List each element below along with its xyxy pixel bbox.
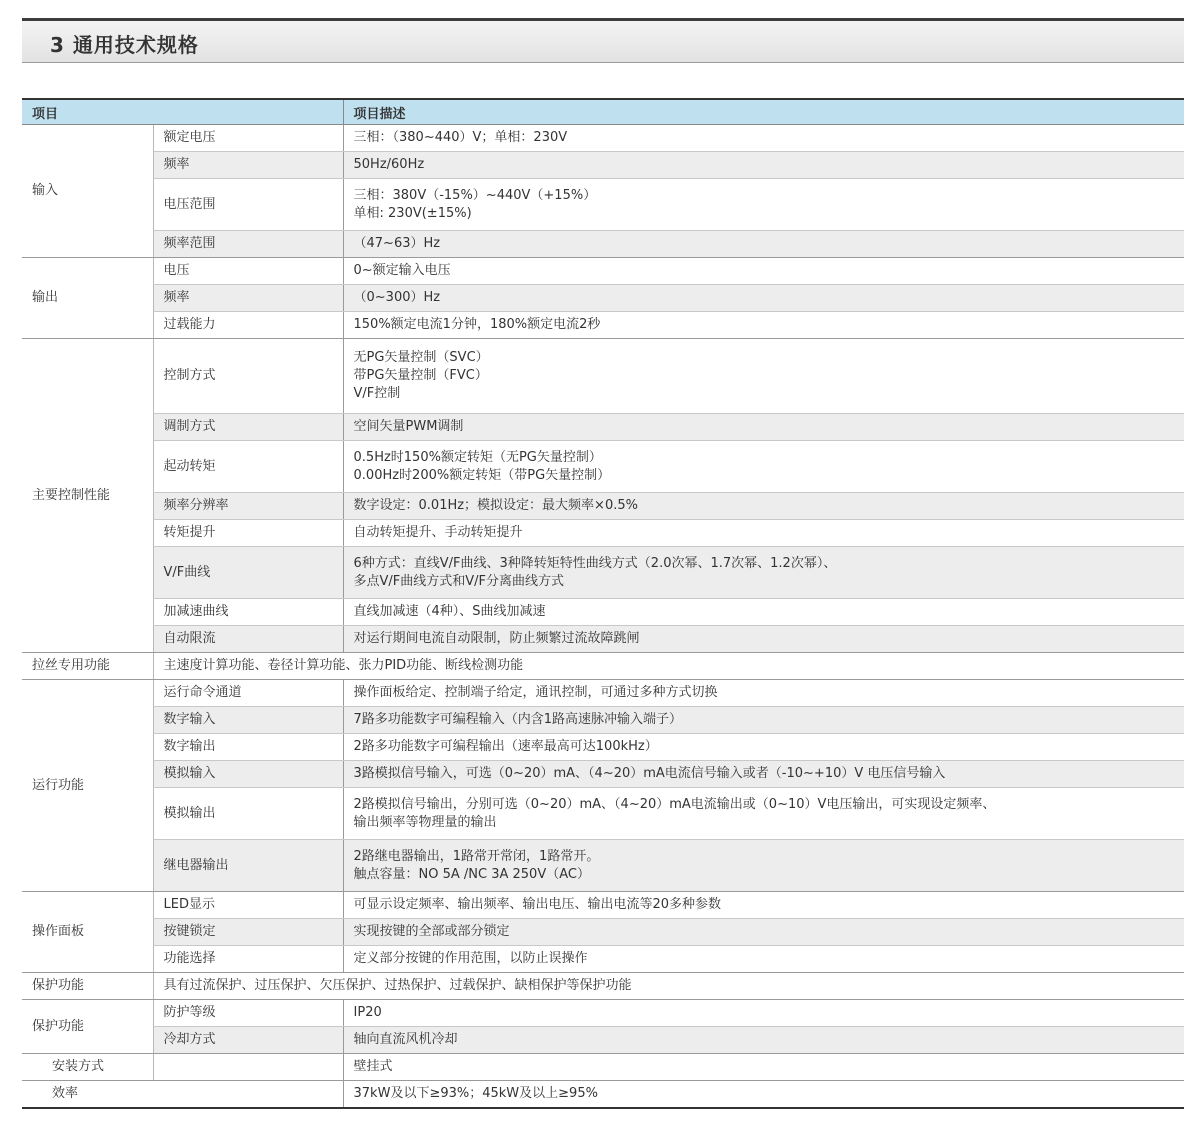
description-cell [343,231,1184,258]
table-row [22,680,1184,707]
description-line: 6种方式：直线V/F曲线、3种降转矩特性曲线方式（2.0次幂、1.7次幂、1.2次幂）、 [353,555,837,571]
table-row [22,231,1184,258]
description-cell [343,840,1184,892]
description-line: 7路多功能数字可编程输入（内含1路高速脉冲输入端子） [353,712,683,727]
description-line: 输出频率等物理量的输出 [353,814,497,830]
category-cell: 输出 [22,258,153,339]
table-row [22,414,1184,441]
category-cell: 输入 [22,125,153,258]
description-cell [343,152,1184,179]
description-line: 2路继电器输出，1路常开常闭，1路常开。 [353,848,600,864]
description-line: 0~额定输入电压 [353,263,451,278]
subitem-cell: 模拟输入 [153,761,343,788]
subitem-cell: 自动限流 [153,626,343,653]
description-line: 三相：380V（-15%）~440V（+15%） [353,187,597,203]
table-row [22,339,1184,414]
category-cell: 拉丝专用功能 [22,653,153,680]
table-row [22,599,1184,626]
table-row [22,312,1184,339]
table-row [22,653,1184,680]
table-row [22,761,1184,788]
subitem-cell: V/F曲线 [153,547,343,599]
description-line: 实现按键的全部或部分锁定 [353,924,510,939]
table-row [22,152,1184,179]
subitem-cell: 频率范围 [153,231,343,258]
description-line: 3路模拟信号输入，可选（0~20）mA、（4~20）mA电流信号输入或者（-10~+10）V 电压信号输入 [353,766,946,781]
table-row [22,258,1184,285]
table-row [22,1000,1184,1027]
header-item: 项目 [22,99,343,125]
subitem-cell: 继电器输出 [153,840,343,892]
description-cell [343,179,1184,231]
description-line: 单相: 230V(±15%) [353,205,472,221]
table-row [22,1081,1184,1108]
table-row [22,892,1184,919]
table-row [22,441,1184,493]
description-cell [343,680,1184,707]
description-cell [343,312,1184,339]
description-cell [343,626,1184,653]
description-cell [343,734,1184,761]
section-title: 3 通用技术规格 [50,33,199,57]
full-description-cell: 具有过流保护、过压保护、欠压保护、过热保护、过载保护、缺相保护等保护功能 [153,973,1184,1000]
table-row [22,179,1184,231]
subitem-cell: 频率 [153,285,343,312]
description-cell [343,1081,1184,1108]
description-line: （47~63）Hz [353,236,441,251]
category-cell: 运行功能 [22,680,153,892]
subitem-cell: 频率分辨率 [153,493,343,520]
subitem-cell: 过载能力 [153,312,343,339]
description-cell [343,599,1184,626]
description-cell [343,520,1184,547]
table-row [22,626,1184,653]
description-line: 自动转矩提升、手动转矩提升 [353,525,523,540]
description-cell [343,1054,1184,1081]
table-row [22,734,1184,761]
description-line: 定义部分按键的作用范围，以防止误操作 [353,951,588,966]
description-line: 轴向直流风机冷却 [353,1032,458,1047]
subitem-cell: 数字输入 [153,707,343,734]
description-cell [343,788,1184,840]
subitem-cell: 防护等级 [153,1000,343,1027]
subitem-cell [153,1054,343,1081]
table-row [22,973,1184,1000]
subitem-cell: 调制方式 [153,414,343,441]
description-cell [343,1000,1184,1027]
table-row [22,919,1184,946]
description-line: V/F控制 [353,386,401,401]
description-cell [343,285,1184,312]
description-line: 数字设定：0.01Hz；模拟设定：最大频率×0.5% [353,498,638,513]
section-title-band [22,18,1184,63]
table-row [22,125,1184,152]
table-row [22,840,1184,892]
full-description-cell: 主速度计算功能、卷径计算功能、张力PID功能、断线检测功能 [153,653,1184,680]
description-line: 50Hz/60Hz [353,157,425,172]
category-cell: 保护功能 [22,973,153,1000]
description-cell [343,946,1184,973]
description-line: 对运行期间电流自动限制，防止频繁过流故障跳闸 [353,631,640,646]
description-cell [343,1027,1184,1054]
description-line: 操作面板给定、控制端子给定，通讯控制，可通过多种方式切换 [353,685,718,700]
description-line: 三相：（380~440）V；单相：230V [353,130,568,145]
description-line: 可显示设定频率、输出频率、输出电压、输出电流等20多种参数 [353,897,722,912]
subitem-cell: 额定电压 [153,125,343,152]
subitem-cell: 数字输出 [153,734,343,761]
table-row [22,1054,1184,1081]
table-row [22,788,1184,840]
description-cell [343,892,1184,919]
description-line: 2路多功能数字可编程输出（速率最高可达100kHz） [353,739,658,754]
table-row [22,547,1184,599]
table-row [22,946,1184,973]
description-line: 壁挂式 [353,1059,393,1074]
description-line: 触点容量：NO 5A /NC 3A 250V（AC） [353,866,590,882]
subitem-cell: 控制方式 [153,339,343,414]
description-cell [343,707,1184,734]
description-cell [343,761,1184,788]
table-row [22,285,1184,312]
subitem-cell: 电压范围 [153,179,343,231]
description-line: 0.5Hz时150%额定转矩（无PG矢量控制） [353,449,602,465]
table-header-row [22,99,1184,125]
subitem-cell: 转矩提升 [153,520,343,547]
subitem-cell: 运行命令通道 [153,680,343,707]
subitem-cell: LED显示 [153,892,343,919]
header-description: 项目描述 [343,99,1184,125]
description-line: IP20 [353,1005,382,1020]
description-line: 150%额定电流1分钟，180%额定电流2秒 [353,317,601,332]
description-cell [343,414,1184,441]
spec-table [22,98,1184,1109]
category-cell: 操作面板 [22,892,153,973]
description-cell [343,493,1184,520]
description-cell [343,547,1184,599]
subitem-cell: 频率 [153,152,343,179]
description-line: 多点V/F曲线方式和V/F分离曲线方式 [353,573,565,589]
subitem-cell: 冷却方式 [153,1027,343,1054]
category-cell: 效率 [22,1081,343,1108]
subitem-cell: 功能选择 [153,946,343,973]
description-line: （0~300）Hz [353,290,441,305]
subitem-cell: 起动转矩 [153,441,343,493]
table-row [22,493,1184,520]
category-cell: 安装方式 [22,1054,153,1081]
subitem-cell: 按键锁定 [153,919,343,946]
description-cell [343,919,1184,946]
description-cell [343,258,1184,285]
table-row [22,1027,1184,1054]
description-line: 带PG矢量控制（FVC） [353,368,488,383]
description-line: 无PG矢量控制（SVC） [353,350,489,365]
description-line: 0.00Hz时200%额定转矩（带PG矢量控制） [353,467,611,483]
table-row [22,707,1184,734]
description-cell [343,441,1184,493]
subitem-cell: 模拟输出 [153,788,343,840]
description-cell [343,125,1184,152]
subitem-cell: 电压 [153,258,343,285]
description-line: 37kW及以下≥93%；45kW及以上≥95% [353,1085,598,1101]
description-line: 空间矢量PWM调制 [353,419,464,434]
category-cell: 保护功能 [22,1000,153,1054]
category-cell: 主要控制性能 [22,339,153,653]
description-line: 2路模拟信号输出，分别可选（0~20）mA、（4~20）mA电流输出或（0~10）V电压输出，可实现设定频率、 [353,796,996,812]
table-row [22,520,1184,547]
description-cell [343,339,1184,414]
subitem-cell: 加减速曲线 [153,599,343,626]
description-line: 直线加减速（4种）、S曲线加减速 [353,604,546,619]
